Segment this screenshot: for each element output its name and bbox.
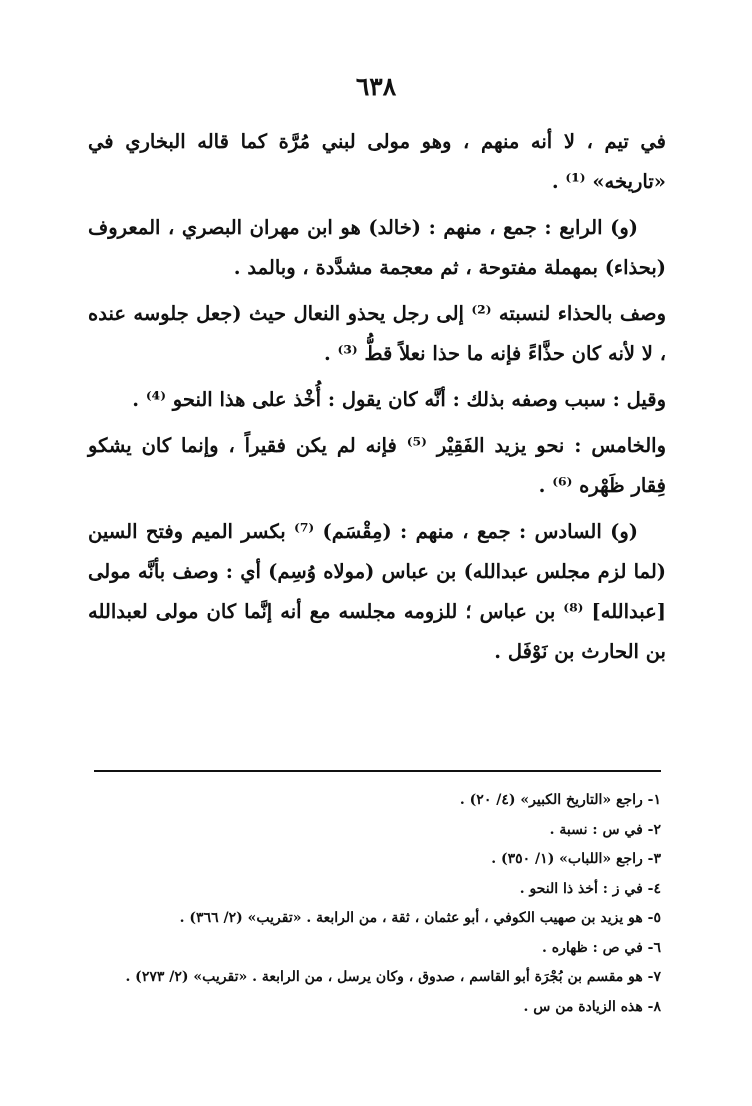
paragraph: في تيم ، لا أنه منهم ، وهو مولى لبني مُرَّة كما قاله البخاري في «تاريخه» ⁽¹⁾ . xyxy=(88,130,666,193)
footnote: ١- راجع «التاريخ الكبير» (٤/ ٢٠) . xyxy=(459,792,661,808)
paragraph: والخامس : نحو يزيد الفَقِيْر ⁽⁵⁾ فإنه لم يكن فقيراً ، وإنما كان يشكو فِقار ظَهْره ⁽⁶⁾ . xyxy=(88,434,667,497)
footnote: ٦- في ص : ظهاره . xyxy=(542,939,661,956)
paragraph: (و) السادس : جمع ، منهم : (مِقْسَم) ⁽⁷⁾ بكسر الميم وفتح السين (لما لزم مجلس عبدالله) بن عباس (مولاه وُسِم) أي : وصف بأنَّه مولى [عبدالله] ⁽⁸⁾ بن عباس ؛ للزومه مجلسه مع أنه إنَّما كان مولى لعبدالله بن الحارث بن نَوْفَل . xyxy=(88,520,666,663)
main-text xyxy=(88,122,666,678)
footnotes xyxy=(94,786,661,1022)
footnote: ٨- هذه الزيادة من س . xyxy=(523,998,661,1015)
paragraph: وقيل : سبب وصفه بذلك : أنَّه كان يقول : أُخْذ على هذا النحو ⁽⁴⁾ . xyxy=(132,388,666,411)
paragraph: وصف بالحذاء لنسبته ⁽²⁾ إلى رجل يحذو النعال حيث (جعل جلوسه عنده ، لا لأنه كان حذَّاءً فإنه ما حذا نعلاً قطُّ ⁽³⁾ . xyxy=(88,302,667,365)
footnote: ٤- في ز : أخذ ذا النحو . xyxy=(519,880,661,897)
footnote: ٥- هو يزيد بن صهيب الكوفي ، أبو عثمان ، ثقة ، من الرابعة . «تقريب» (٢/ ٣٦٦) . xyxy=(179,910,661,926)
paragraph: (و) الرابع : جمع ، منهم : (خالد) هو ابن مهران البصري ، المعروف (بحذاء) بمهملة مفتوحة ، ثم معجمة مشدَّدة ، وبالمد . xyxy=(88,216,666,279)
page-number: ٦٣٨ xyxy=(355,72,397,101)
footnote: ٧- هو مقسم بن بُجْرَة أبو القاسم ، صدوق ، وكان يرسل ، من الرابعة . «تقريب» (٢/ ٢٧٣) . xyxy=(125,969,661,985)
footnote-divider xyxy=(94,770,661,772)
footnote: ٣- راجع «اللباب» (١/ ٣٥٠) . xyxy=(491,851,661,867)
footnote: ٢- في س : نسبة . xyxy=(549,821,661,838)
